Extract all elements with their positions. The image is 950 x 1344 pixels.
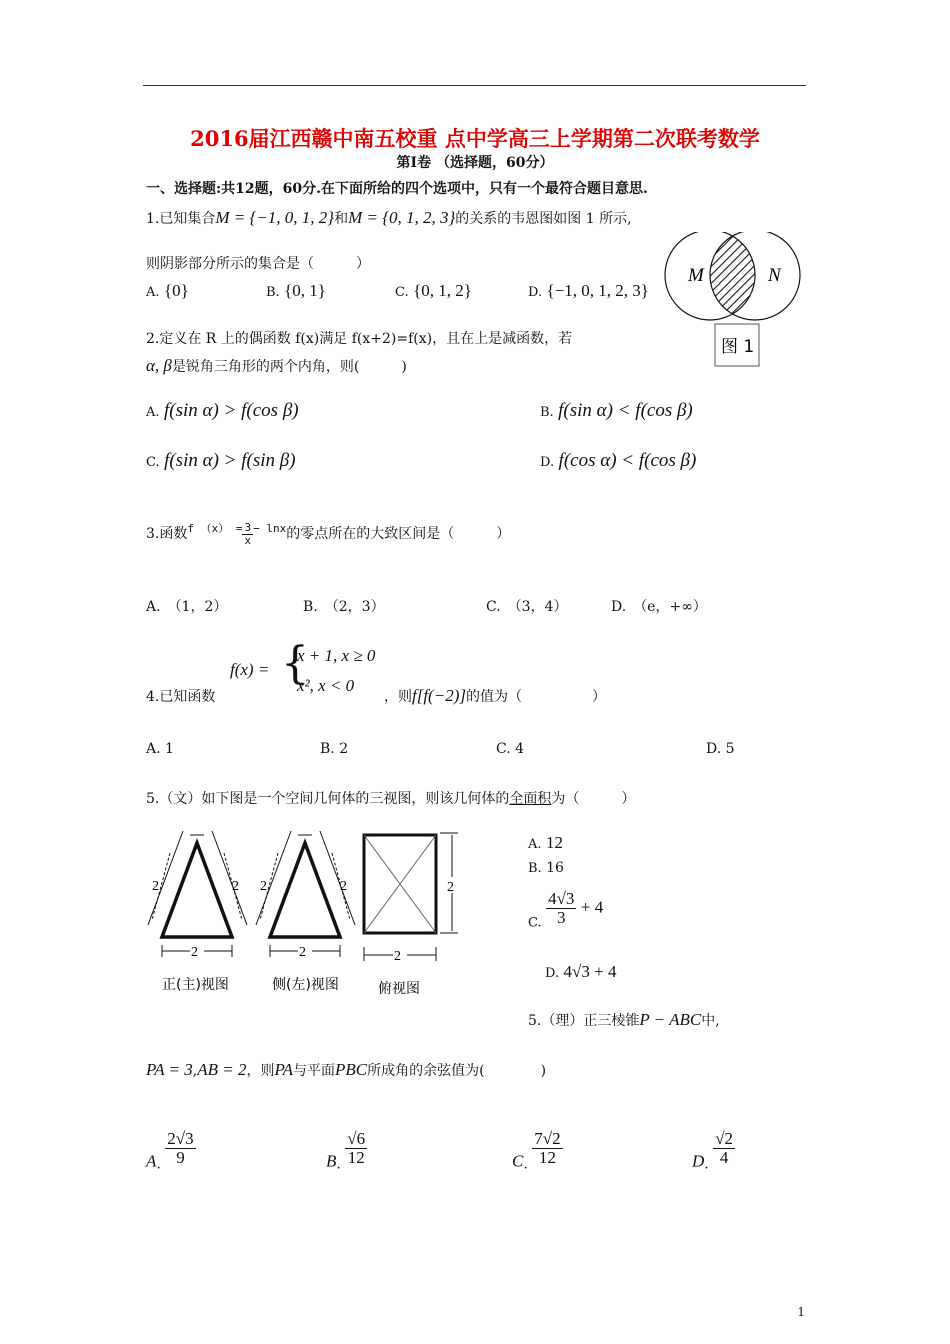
section-subtitle: 第Ⅰ卷 （选择题，60分）: [396, 155, 554, 171]
venn-label-n: N: [768, 265, 781, 286]
q5l-option-b: B. $\frac{√6}{12}$: [326, 1129, 366, 1173]
top-view: [364, 833, 460, 997]
q1-set-m: M = {−1, 0, 1, 2}: [215, 208, 335, 227]
q5l-line1: 5.（理）正三棱锥P − ABC中,: [528, 1010, 720, 1029]
section-heading: 一、选择题:共12题，60分.在下面所给的四个选项中，只有一个最符合题目意思.: [146, 181, 648, 197]
venn-label-m: M: [688, 265, 704, 286]
svg-text:2: 2: [394, 949, 401, 964]
svg-text:2: 2: [152, 879, 159, 894]
side-view: [256, 831, 355, 993]
q3-line: 3.函数$^{f (x) =}$ $\frac{3}{x}$ $^{- lnx}$的零点所在的大致区间是（ ）: [146, 520, 511, 547]
q4-pre: 4.已知函数: [146, 689, 216, 705]
svg-text:2: 2: [260, 879, 267, 894]
three-view-drawing: [140, 825, 470, 1000]
q1-option-a: A. {0}: [146, 281, 189, 300]
q3-option-a: A. （1，2）: [146, 599, 228, 615]
q5w-option-b: B. 16: [528, 860, 564, 876]
page-title: 2016届江西赣中南五校重 点中学高三上学期第二次联考数学: [190, 126, 760, 151]
q3-option-d: D. （e，+∞）: [611, 599, 707, 615]
q4-case-2: x², x < 0: [297, 676, 355, 695]
q2-option-b: B. f(sin α) < f(cos β): [540, 400, 693, 421]
q3-option-b: B. （2，3）: [303, 599, 385, 615]
top-view-caption: 俯视图: [378, 981, 420, 997]
svg-text:2: 2: [299, 945, 306, 960]
q1-line2: 则阴影部分所示的集合是（ ）: [146, 256, 370, 272]
q4-option-a: A. 1: [146, 741, 174, 757]
q5w-option-d: D. 4√3 + 4: [545, 962, 617, 981]
front-view: [148, 831, 247, 993]
q5l-line2: PA = 3,AB = 2，则PA与平面PBC所成角的余弦值为( ): [146, 1060, 547, 1079]
q1-option-d: D. {−1, 0, 1, 2, 3}: [528, 281, 649, 300]
svg-text:2: 2: [232, 879, 239, 894]
q4-option-b: B. 2: [320, 741, 349, 757]
q2-option-c: C. f(sin α) > f(sin β): [146, 450, 296, 471]
q4-case-1: x + 1, x ≥ 0: [297, 646, 376, 665]
q5l-option-a: A. $\frac{2√3}{9}$: [146, 1129, 194, 1173]
q4-func-lhs: f(x) =: [230, 660, 270, 679]
svg-text:2: 2: [340, 879, 347, 894]
q4-brace: {: [281, 638, 309, 689]
q2-line1: 2.定义在 R 上的偶函数 f(x)满足 f(x+2)=f(x)，且在上是减函数，若: [146, 331, 573, 347]
q4-option-d: D. 5: [706, 741, 735, 757]
q5w-line: 5.（文）如下图是一个空间几何体的三视图，则该几何体的全面积为（ ）: [146, 791, 636, 807]
header-rule: [143, 85, 806, 86]
q5w-option-a: A. 12: [528, 833, 563, 852]
svg-text:2: 2: [191, 945, 198, 960]
q5l-option-d: D. $\frac{√2}{4}$: [692, 1129, 734, 1173]
q1-option-b: B. {0, 1}: [266, 281, 326, 300]
page-number: 1: [797, 1305, 805, 1319]
q2-line2: α, β是锐角三角形的两个内角，则( ): [146, 356, 407, 375]
front-view-caption: 正(主)视图: [162, 977, 229, 993]
q1-set-n: M = {0, 1, 2, 3}: [348, 208, 456, 227]
q5l-option-c: C. $\frac{7√2}{12}$: [512, 1129, 561, 1173]
q4-tail: ，则f[f(−2)]的值为（ ）: [384, 686, 606, 705]
q2-option-d: D. f(cos α) < f(cos β): [540, 450, 697, 471]
svg-text:2: 2: [447, 880, 454, 895]
venn-caption: 图 1: [721, 337, 755, 357]
q5w-option-c: C. $\frac{4√3}{3}$ + 4: [528, 889, 604, 931]
side-view-caption: 侧(左)视图: [272, 977, 339, 993]
q4-option-c: C. 4: [496, 741, 525, 757]
q1-option-c: C. {0, 1, 2}: [395, 281, 472, 300]
q3-option-c: C. （3，4）: [486, 599, 568, 615]
q2-option-a: A. f(sin α) > f(cos β): [146, 400, 299, 421]
venn-diagram: [660, 232, 810, 372]
q1-line1: 1.已知集合M = {−1, 0, 1, 2}和M = {0, 1, 2, 3}的关系的韦恩图如图 1 所示,: [146, 208, 632, 227]
